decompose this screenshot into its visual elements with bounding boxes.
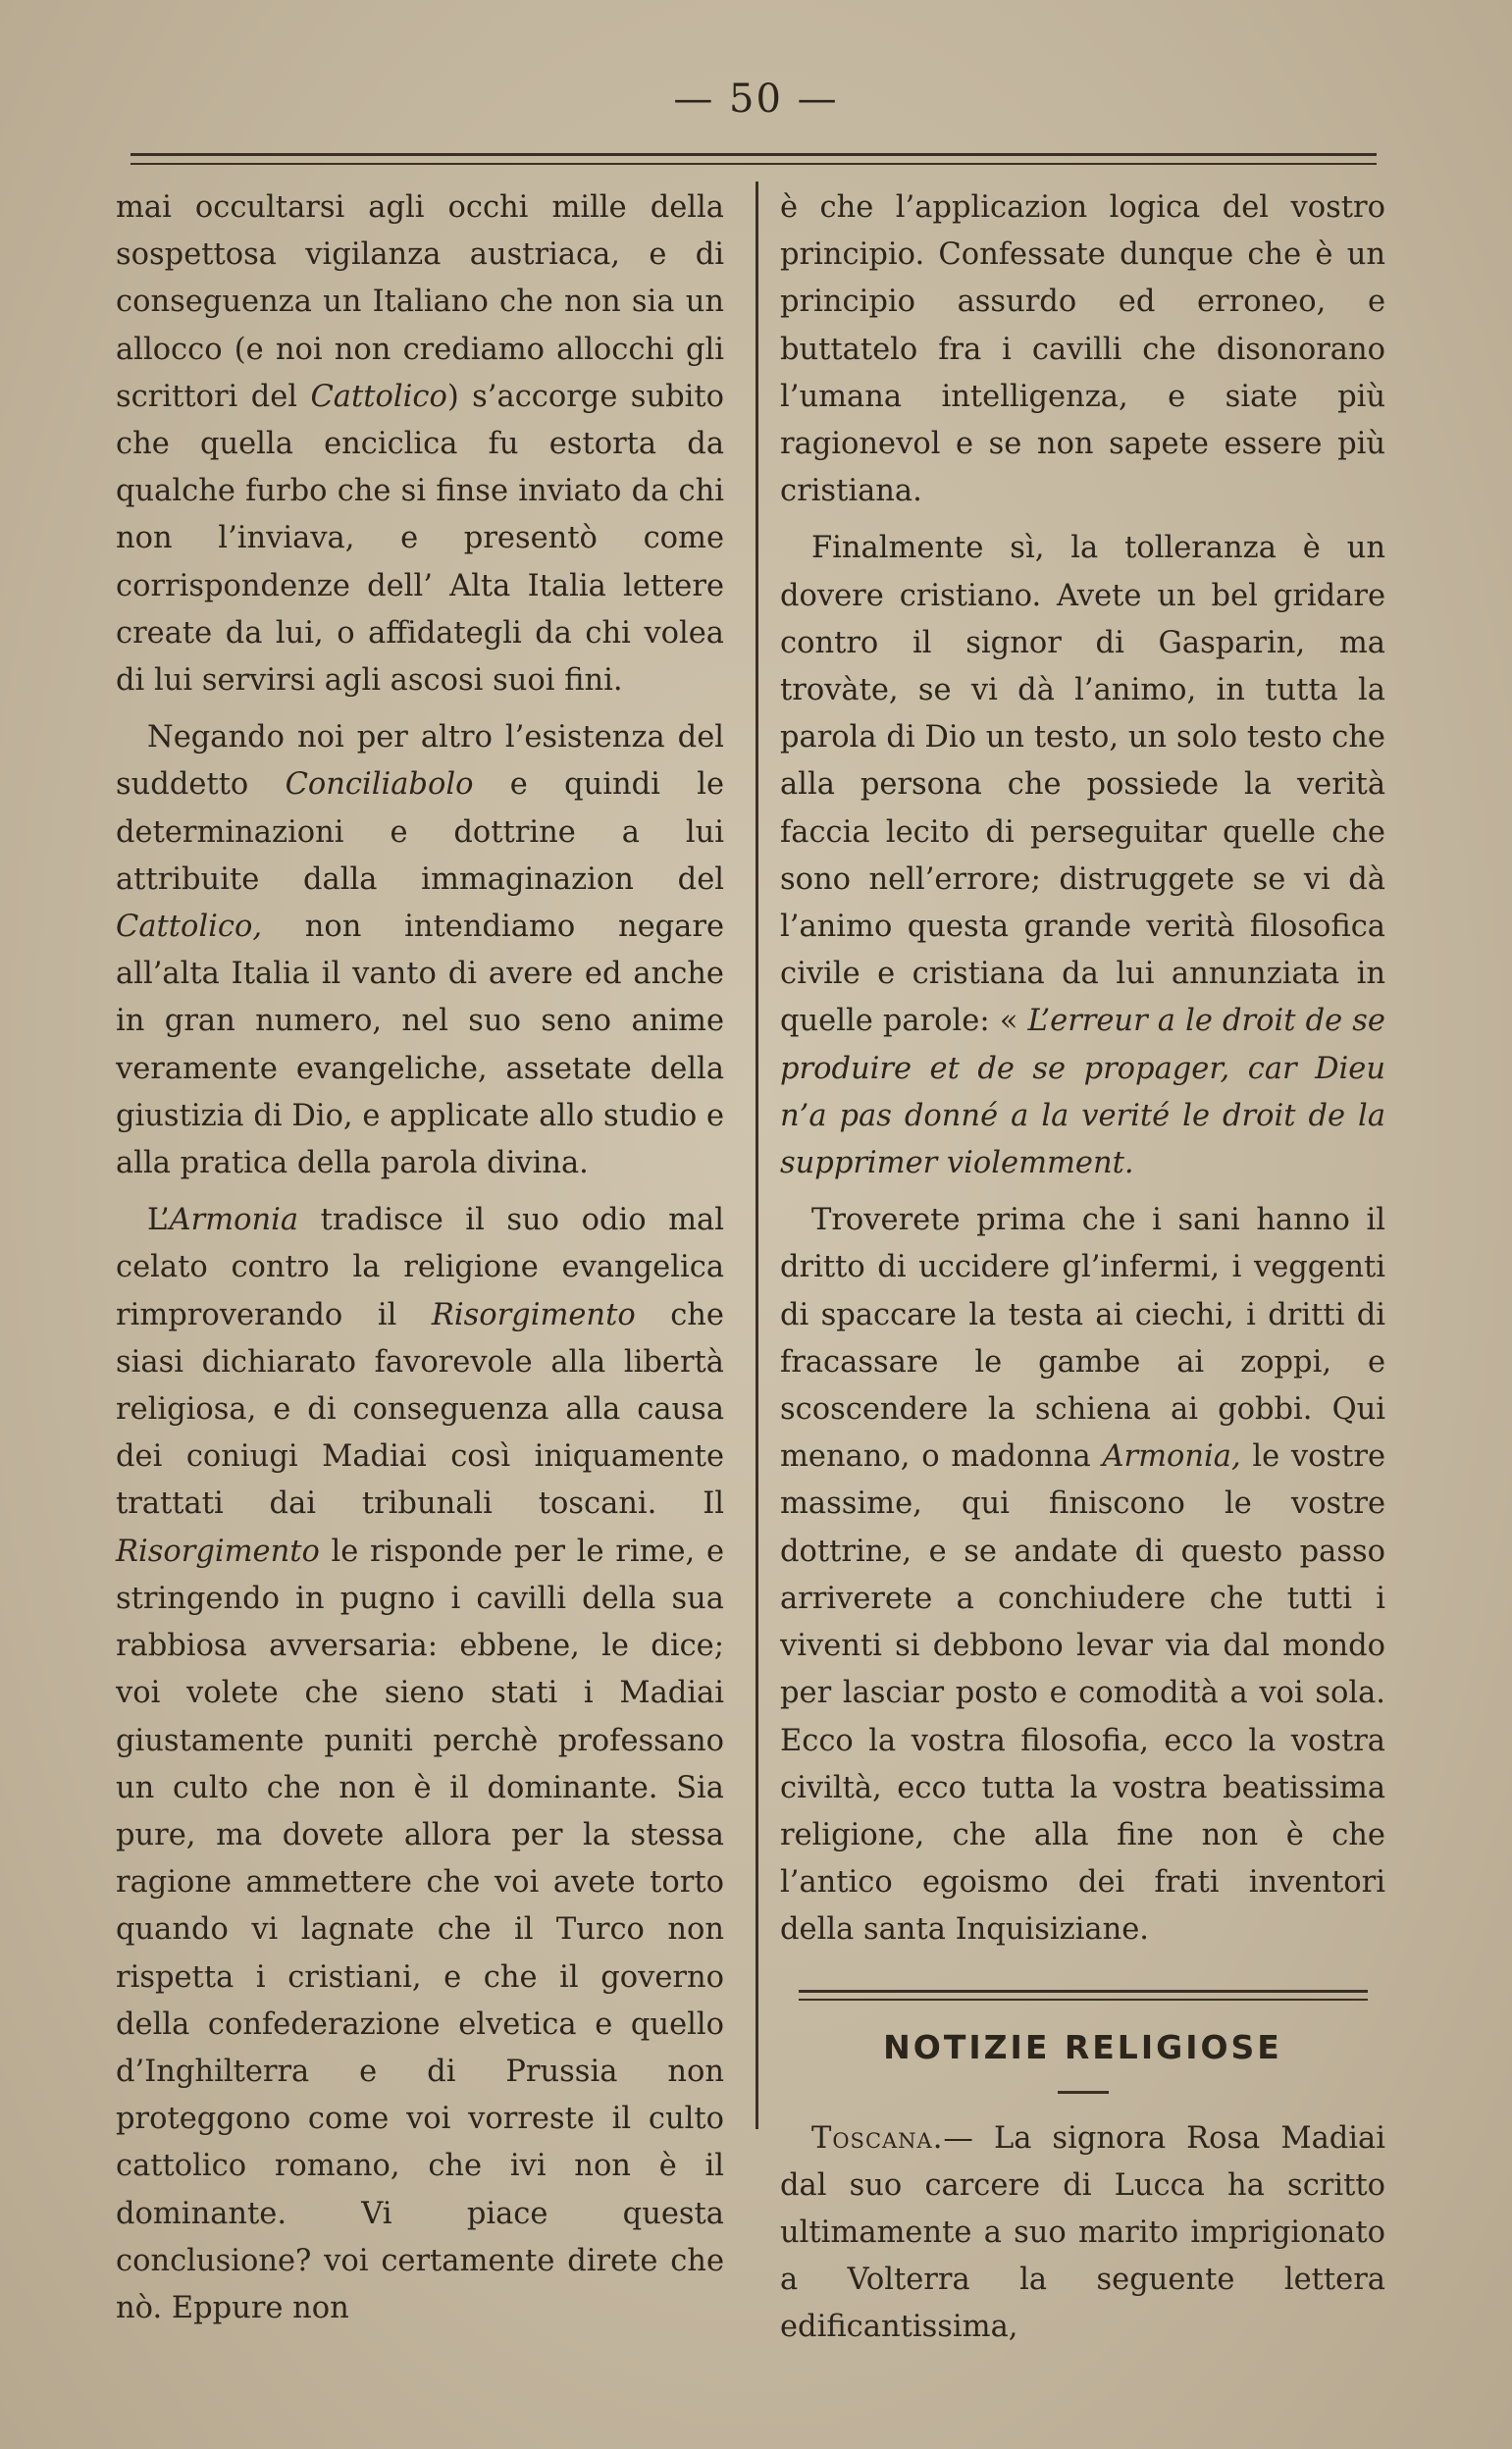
- short-rule: [1058, 2091, 1109, 2094]
- paragraph: [780, 1197, 1385, 1954]
- italic-text: Conciliabolo: [285, 767, 474, 803]
- text-run: L’: [147, 1203, 170, 1238]
- italic-text: Risorgimento: [116, 1534, 320, 1569]
- text-run: non intendiamo negare all’alta Italia il vanto di avere ed anche in gran numero, nel suo seno anime veramente evangeliche, assetate della giustizia di Dio, e applicate allo studio e alla pratica della parola divina.: [116, 910, 724, 1181]
- text-run: — La signora Rosa Madiai dal suo carcere di Lucca ha scritto ultimamente a suo marito imprigionato a Volterra la seguente lettera edificantissima,: [780, 2120, 1385, 2345]
- italic-text: Cattolico: [310, 379, 447, 414]
- text-run: è che l’applicazion logica del vostro principio. Confessate dunque che è un principio assurdo ed erroneo, e buttatelo fra i cavilli che disonorano l’umana intelligenza, e siate più ragionevol e se non sapete essere più cristiana.: [780, 190, 1385, 509]
- text-run: Troverete prima che i sani hanno il dritto di uccidere gl’infermi, i veggenti di spaccare la testa ai ciechi, i dritti di fracassare le gambe ai zoppi, e scoscendere la schiena ai gobbi. Qui menano, o madonna: [780, 1203, 1385, 1475]
- right-column: [780, 184, 1385, 2352]
- italic-text: L’erreur a le droit de se produire et de se propager, car Dieu n’a pas donné a la verité le droit de la supprimer violemment.: [780, 1004, 1385, 1181]
- text-run: Finalmente sì, la tolleranza è un dovere cristiano. Avete un bel gridare contro il signor di Gasparin, ma trovàte, se vi dà l’animo, in tutta la parola di Dio un testo, un solo testo che alla persona che possiede la verità faccia lecito di perseguitar quelle che sono nell’errore; distruggete se vi dà l’animo questa grande verità filosofica civile e cristiana da lui annunziata in quelle parole: «: [780, 531, 1385, 1039]
- text-run: che siasi dichiarato favorevole alla libertà religiosa, e di conseguenza alla causa dei coniugi Madiai così iniquamente trattati dai tribunali toscani. Il: [116, 1297, 724, 1522]
- paragraph: [116, 1197, 724, 2332]
- column-divider: [756, 182, 758, 2129]
- paragraph: [780, 2115, 1385, 2352]
- text-run: e quindi le determinazioni e dottrine a lui attribuite dalla immaginazion del: [116, 767, 724, 897]
- paragraph: [780, 525, 1385, 1187]
- italic-text: Armonia,: [1102, 1439, 1241, 1475]
- text-run: mai occultarsi agli occhi mille della sospettosa vigilanza austriaca, e di conseguenza un Italiano che non sia un allocco (e noi non crediamo allocchi gli scrittori del: [116, 190, 724, 414]
- place-name: Toscana.: [811, 2120, 944, 2156]
- text-run: le risponde per le rime, e stringendo in pugno i cavilli della sua rabbiosa avversaria: ebbene, le dice; voi volete che sieno stati i Madiai giustamente puniti perchè professano un culto che non è il dominante. Sia pure, ma dovete allora per la stessa ragione ammettere che voi avete torto quando vi lagnate che il Turco non rispetta i cristiani, e che il governo della confederazione elvetica e quello d’Inghilterra e di Prussia non proteggono come voi vorreste il culto cattolico romano, che ivi non è il dominante. Vi piace questa conclusione? voi certamente direte che nò. Eppure non: [116, 1534, 724, 2325]
- paragraph: [116, 714, 724, 1187]
- section-title: NOTIZIE RELIGIOSE: [883, 2027, 1282, 2066]
- text-run: Negando noi per altro l’esistenza del suddetto: [116, 720, 724, 803]
- text-run: tradisce il suo odio mal celato contro la religione evangelica rimproverando il: [116, 1203, 724, 1332]
- text-run: le vostre massime, qui finiscono le vostre dottrine, e se andate di questo passo arriverete a conchiudere che tutti i viventi si debbono levar via dal mondo per lasciar posto e comodità a voi sola. Ecco la vostra filosofia, ecco la vostra civiltà, ecco tutta la vostra beatissima religione, che alla fine non è che l’antico egoismo dei frati inventori della santa Inquisiziane.: [780, 1439, 1385, 1948]
- page-number: — 50 —: [673, 77, 839, 122]
- left-column: [116, 184, 724, 2332]
- paragraph: [780, 184, 1385, 515]
- section-rule: [799, 1990, 1368, 2001]
- italic-text: Risorgimento: [431, 1297, 636, 1332]
- text-run: ) s’accorge subito che quella enciclica fu estorta da qualche furbo che si finse inviato da chi non l’inviava, e presentò come corrispondenze dell’ Alta Italia lettere create da lui, o affidategli da chi volea di lui servirsi agli ascosi suoi fini.: [116, 379, 724, 699]
- italic-text: Cattolico,: [116, 910, 263, 945]
- paragraph: [116, 184, 724, 704]
- header-rule: [130, 153, 1377, 165]
- italic-text: Armonia: [169, 1203, 299, 1238]
